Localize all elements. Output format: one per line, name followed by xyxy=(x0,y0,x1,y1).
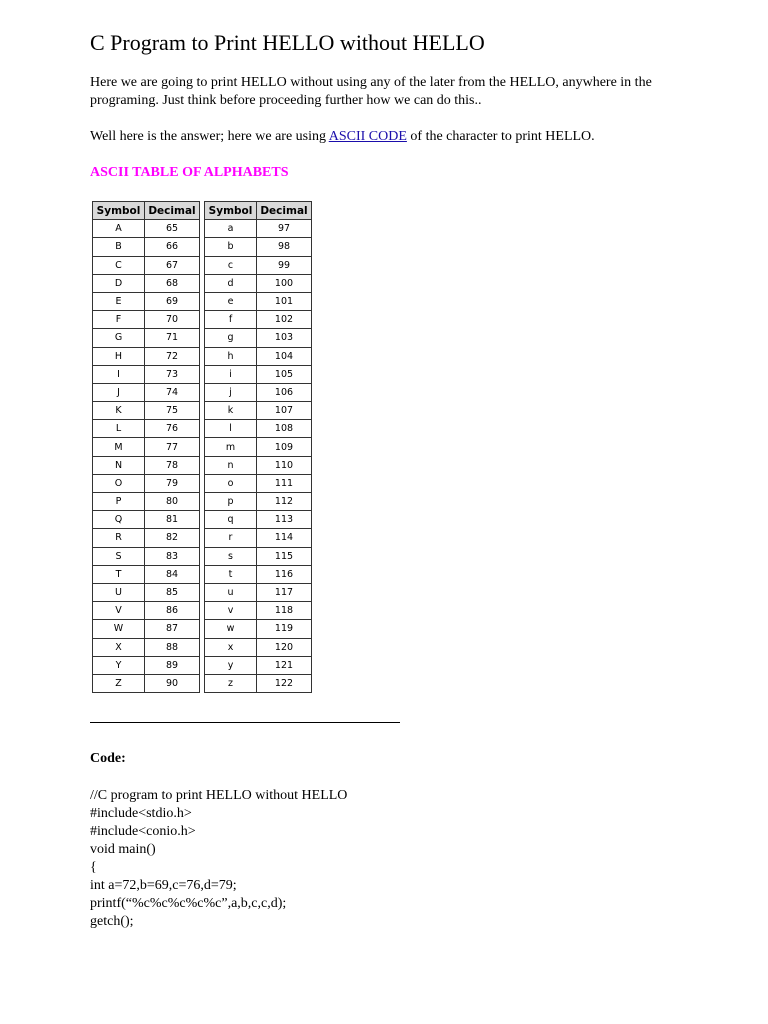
table-row xyxy=(93,474,200,492)
code-line: { xyxy=(90,860,97,875)
symbol-cell: S xyxy=(93,547,145,565)
symbol-cell: A xyxy=(93,220,145,238)
table-row xyxy=(93,274,200,292)
table-row xyxy=(93,256,200,274)
uppercase-table-body xyxy=(93,220,200,693)
decimal-cell: 66 xyxy=(145,238,200,256)
symbol-cell: Z xyxy=(93,674,145,692)
decimal-cell: 106 xyxy=(257,383,312,401)
symbol-cell: P xyxy=(93,493,145,511)
table-row xyxy=(205,656,312,674)
code-line: #include<stdio.h> xyxy=(90,806,192,821)
symbol-cell: L xyxy=(93,420,145,438)
table-row xyxy=(93,347,200,365)
decimal-cell: 108 xyxy=(257,420,312,438)
symbol-cell: v xyxy=(205,602,257,620)
decimal-cell: 78 xyxy=(145,456,200,474)
table-row xyxy=(205,602,312,620)
decimal-cell: 83 xyxy=(145,547,200,565)
table-row xyxy=(205,347,312,365)
table-row xyxy=(93,220,200,238)
decimal-cell: 84 xyxy=(145,565,200,583)
code-block xyxy=(90,787,347,931)
decimal-cell: 114 xyxy=(257,529,312,547)
symbol-cell: y xyxy=(205,656,257,674)
intro-paragraph: Here we are going to print HELLO without using any of the later from the HELLO, anywhere in the programing. Just think before proceeding further how we can do this.. xyxy=(90,75,652,108)
table-row xyxy=(93,292,200,310)
table-row xyxy=(205,365,312,383)
code-line: getch(); xyxy=(90,914,134,929)
table-row xyxy=(205,547,312,565)
symbol-cell: c xyxy=(205,256,257,274)
symbol-header: Symbol xyxy=(93,202,145,220)
decimal-cell: 110 xyxy=(257,456,312,474)
symbol-cell: f xyxy=(205,311,257,329)
table-row xyxy=(93,656,200,674)
decimal-cell: 116 xyxy=(257,565,312,583)
answer-text-after: of the character to print HELLO. xyxy=(406,129,595,144)
decimal-cell: 107 xyxy=(257,402,312,420)
table-row xyxy=(93,438,200,456)
symbol-cell: s xyxy=(205,547,257,565)
page-title: C Program to Print HELLO without HELLO xyxy=(90,30,485,55)
decimal-cell: 85 xyxy=(145,583,200,601)
symbol-cell: n xyxy=(205,456,257,474)
decimal-cell: 69 xyxy=(145,292,200,310)
symbol-cell: l xyxy=(205,420,257,438)
decimal-cell: 120 xyxy=(257,638,312,656)
decimal-cell: 113 xyxy=(257,511,312,529)
table-row xyxy=(205,674,312,692)
table-row xyxy=(205,583,312,601)
decimal-cell: 80 xyxy=(145,493,200,511)
symbol-cell: Q xyxy=(93,511,145,529)
uppercase-ascii-table xyxy=(92,201,200,693)
table-row xyxy=(205,474,312,492)
code-line: int a=72,b=69,c=76,d=79; xyxy=(90,878,237,893)
table-row xyxy=(93,620,200,638)
table-row xyxy=(93,329,200,347)
table-row xyxy=(205,438,312,456)
symbol-cell: d xyxy=(205,274,257,292)
symbol-cell: T xyxy=(93,565,145,583)
symbol-cell: e xyxy=(205,292,257,310)
decimal-cell: 72 xyxy=(145,347,200,365)
symbol-cell: a xyxy=(205,220,257,238)
table-header-row xyxy=(205,202,312,220)
symbol-cell: X xyxy=(93,638,145,656)
decimal-cell: 121 xyxy=(257,656,312,674)
decimal-cell: 82 xyxy=(145,529,200,547)
decimal-cell: 88 xyxy=(145,638,200,656)
decimal-header: Decimal xyxy=(145,202,200,220)
code-line: #include<conio.h> xyxy=(90,824,196,839)
symbol-cell: V xyxy=(93,602,145,620)
symbol-cell: k xyxy=(205,402,257,420)
decimal-cell: 90 xyxy=(145,674,200,692)
table-row xyxy=(93,365,200,383)
symbol-cell: I xyxy=(93,365,145,383)
table-row xyxy=(93,638,200,656)
ascii-table-heading: ASCII TABLE OF ALPHABETS xyxy=(90,165,289,180)
symbol-cell: j xyxy=(205,383,257,401)
decimal-cell: 122 xyxy=(257,674,312,692)
table-row xyxy=(205,274,312,292)
symbol-cell: M xyxy=(93,438,145,456)
symbol-cell: q xyxy=(205,511,257,529)
symbol-cell: w xyxy=(205,620,257,638)
table-row xyxy=(93,238,200,256)
symbol-cell: m xyxy=(205,438,257,456)
decimal-cell: 115 xyxy=(257,547,312,565)
symbol-cell: i xyxy=(205,365,257,383)
table-header-row xyxy=(93,202,200,220)
decimal-cell: 100 xyxy=(257,274,312,292)
decimal-cell: 111 xyxy=(257,474,312,492)
symbol-cell: Y xyxy=(93,656,145,674)
decimal-cell: 104 xyxy=(257,347,312,365)
symbol-cell: N xyxy=(93,456,145,474)
symbol-cell: E xyxy=(93,292,145,310)
symbol-cell: H xyxy=(93,347,145,365)
symbol-cell: x xyxy=(205,638,257,656)
table-row xyxy=(93,583,200,601)
decimal-cell: 97 xyxy=(257,220,312,238)
answer-paragraph xyxy=(90,128,690,146)
table-row xyxy=(93,420,200,438)
decimal-cell: 117 xyxy=(257,583,312,601)
table-row xyxy=(205,620,312,638)
decimal-cell: 71 xyxy=(145,329,200,347)
table-row xyxy=(93,311,200,329)
table-row xyxy=(205,638,312,656)
decimal-cell: 98 xyxy=(257,238,312,256)
decimal-cell: 87 xyxy=(145,620,200,638)
ascii-code-link[interactable]: ASCII CODE xyxy=(328,129,407,144)
symbol-cell: u xyxy=(205,583,257,601)
table-row xyxy=(205,256,312,274)
decimal-cell: 109 xyxy=(257,438,312,456)
decimal-cell: 105 xyxy=(257,365,312,383)
code-line: printf(“%c%c%c%c%c”,a,b,c,c,d); xyxy=(90,896,287,911)
table-row xyxy=(205,292,312,310)
table-row xyxy=(205,402,312,420)
table-row xyxy=(93,456,200,474)
code-line: void main() xyxy=(90,842,156,857)
decimal-cell: 68 xyxy=(145,274,200,292)
decimal-cell: 112 xyxy=(257,493,312,511)
table-row xyxy=(205,329,312,347)
decimal-cell: 75 xyxy=(145,402,200,420)
symbol-header: Symbol xyxy=(205,202,257,220)
symbol-cell: O xyxy=(93,474,145,492)
symbol-cell: K xyxy=(93,402,145,420)
decimal-cell: 65 xyxy=(145,220,200,238)
table-row xyxy=(205,238,312,256)
code-line: //C program to print HELLO without HELLO xyxy=(90,788,348,803)
table-row xyxy=(93,674,200,692)
decimal-cell: 99 xyxy=(257,256,312,274)
lowercase-table-body xyxy=(205,220,312,693)
table-row xyxy=(93,602,200,620)
code-label: Code: xyxy=(90,751,126,766)
symbol-cell: G xyxy=(93,329,145,347)
symbol-cell: t xyxy=(205,565,257,583)
symbol-cell: U xyxy=(93,583,145,601)
table-row xyxy=(205,565,312,583)
symbol-cell: F xyxy=(93,311,145,329)
symbol-cell: B xyxy=(93,238,145,256)
lowercase-ascii-table xyxy=(204,201,312,693)
symbol-cell: z xyxy=(205,674,257,692)
table-row xyxy=(93,402,200,420)
table-row xyxy=(205,383,312,401)
answer-text-before: Well here is the answer; here we are using xyxy=(90,129,329,144)
symbol-cell: r xyxy=(205,529,257,547)
table-row xyxy=(93,511,200,529)
table-row xyxy=(205,311,312,329)
symbol-cell: g xyxy=(205,329,257,347)
table-row xyxy=(205,529,312,547)
decimal-cell: 76 xyxy=(145,420,200,438)
table-row xyxy=(205,493,312,511)
decimal-cell: 118 xyxy=(257,602,312,620)
decimal-cell: 103 xyxy=(257,329,312,347)
table-row xyxy=(205,420,312,438)
decimal-cell: 79 xyxy=(145,474,200,492)
symbol-cell: J xyxy=(93,383,145,401)
decimal-cell: 77 xyxy=(145,438,200,456)
symbol-cell: R xyxy=(93,529,145,547)
decimal-cell: 81 xyxy=(145,511,200,529)
table-row xyxy=(93,383,200,401)
symbol-cell: b xyxy=(205,238,257,256)
decimal-cell: 102 xyxy=(257,311,312,329)
symbol-cell: o xyxy=(205,474,257,492)
symbol-cell: C xyxy=(93,256,145,274)
table-row xyxy=(93,547,200,565)
table-row xyxy=(205,220,312,238)
decimal-cell: 119 xyxy=(257,620,312,638)
symbol-cell: D xyxy=(93,274,145,292)
table-row xyxy=(205,456,312,474)
decimal-cell: 74 xyxy=(145,383,200,401)
decimal-cell: 101 xyxy=(257,292,312,310)
decimal-cell: 73 xyxy=(145,365,200,383)
table-row xyxy=(93,493,200,511)
decimal-cell: 67 xyxy=(145,256,200,274)
decimal-cell: 86 xyxy=(145,602,200,620)
table-row xyxy=(205,511,312,529)
symbol-cell: h xyxy=(205,347,257,365)
symbol-cell: W xyxy=(93,620,145,638)
table-row xyxy=(93,565,200,583)
symbol-cell: p xyxy=(205,493,257,511)
decimal-cell: 70 xyxy=(145,311,200,329)
table-row xyxy=(93,529,200,547)
decimal-cell: 89 xyxy=(145,656,200,674)
horizontal-divider xyxy=(90,722,400,723)
decimal-header: Decimal xyxy=(257,202,312,220)
